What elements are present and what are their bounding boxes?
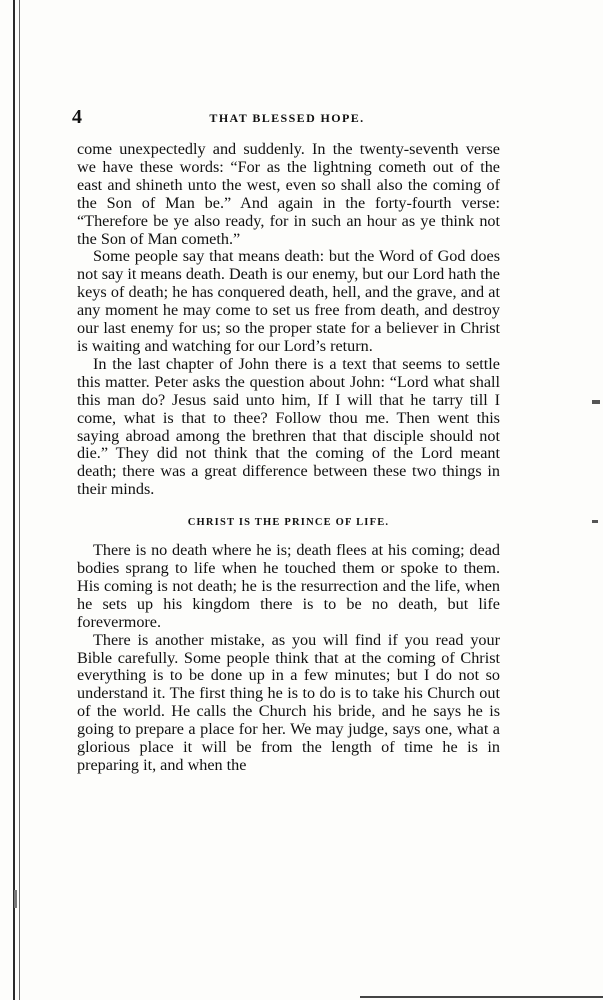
page-number: 4 [72, 106, 82, 128]
paragraph: come unexpectedly and suddenly. In the twenty-seventh verse we have these words: “For as the lightning cometh out of the east and shineth unto the west, even so shall also the coming of the Son of Man be.” And again in the forty-fourth verse: “Therefore be ye also ready, for in such an hour as ye think not the Son of Man cometh.” [77, 140, 500, 248]
margin-mark [592, 400, 600, 404]
binding-edge-line-inner [19, 0, 20, 1000]
margin-ink-mark [14, 890, 17, 908]
page-header [72, 106, 502, 130]
paragraph: There is no death where he is; death flees at his coming; dead bodies sprang to life when he touched them or spoke to them. His coming is not death; he is the resurrection and the life, when he sets up his kingdom there is to be no death, but life forevermore. [77, 541, 500, 631]
paragraph: Some people say that means death: but the Word of God does not say it means death. Death is our enemy, but our Lord hath the keys of death; he has conquered death, hell, and the grave, and at any moment he may come to set us free from death, and destroy our last enemy for us; so the proper state for a believer in Christ is waiting and watching for our Lord’s return. [77, 247, 500, 355]
paragraph: There is another mistake, as you will find if you read your Bible carefully. Some people think that at the coming of Christ everything is to be done up in a few minutes; but I do not so understand it. The first thing he is to do is to take his Church out of the world. He calls the Church his bride, and he says he is going to prepare a place for her. We may judge, says one, what a glorious place it will be from the length of time he is in preparing it, and when the [77, 630, 500, 774]
binding-edge-line [13, 0, 15, 1000]
body-text [77, 141, 500, 775]
section-heading: CHRIST IS THE PRINCE OF LIFE. [187, 517, 390, 529]
page-edge-line [360, 996, 603, 998]
running-title: THAT BLESSED HOPE. [209, 111, 365, 125]
margin-mark [592, 520, 598, 523]
paragraph: In the last chapter of John there is a text that seems to settle this matter. Peter asks the question about John: “Lord what shall this man do? Jesus said unto him, If I will that he tarry till I come, what is that to thee? Follow thou me. Then went this saying abroad among the brethren that that disciple should not die.” They did not think that the coming of the Lord meant death; there was a great difference between these two things in their minds. [77, 354, 500, 499]
